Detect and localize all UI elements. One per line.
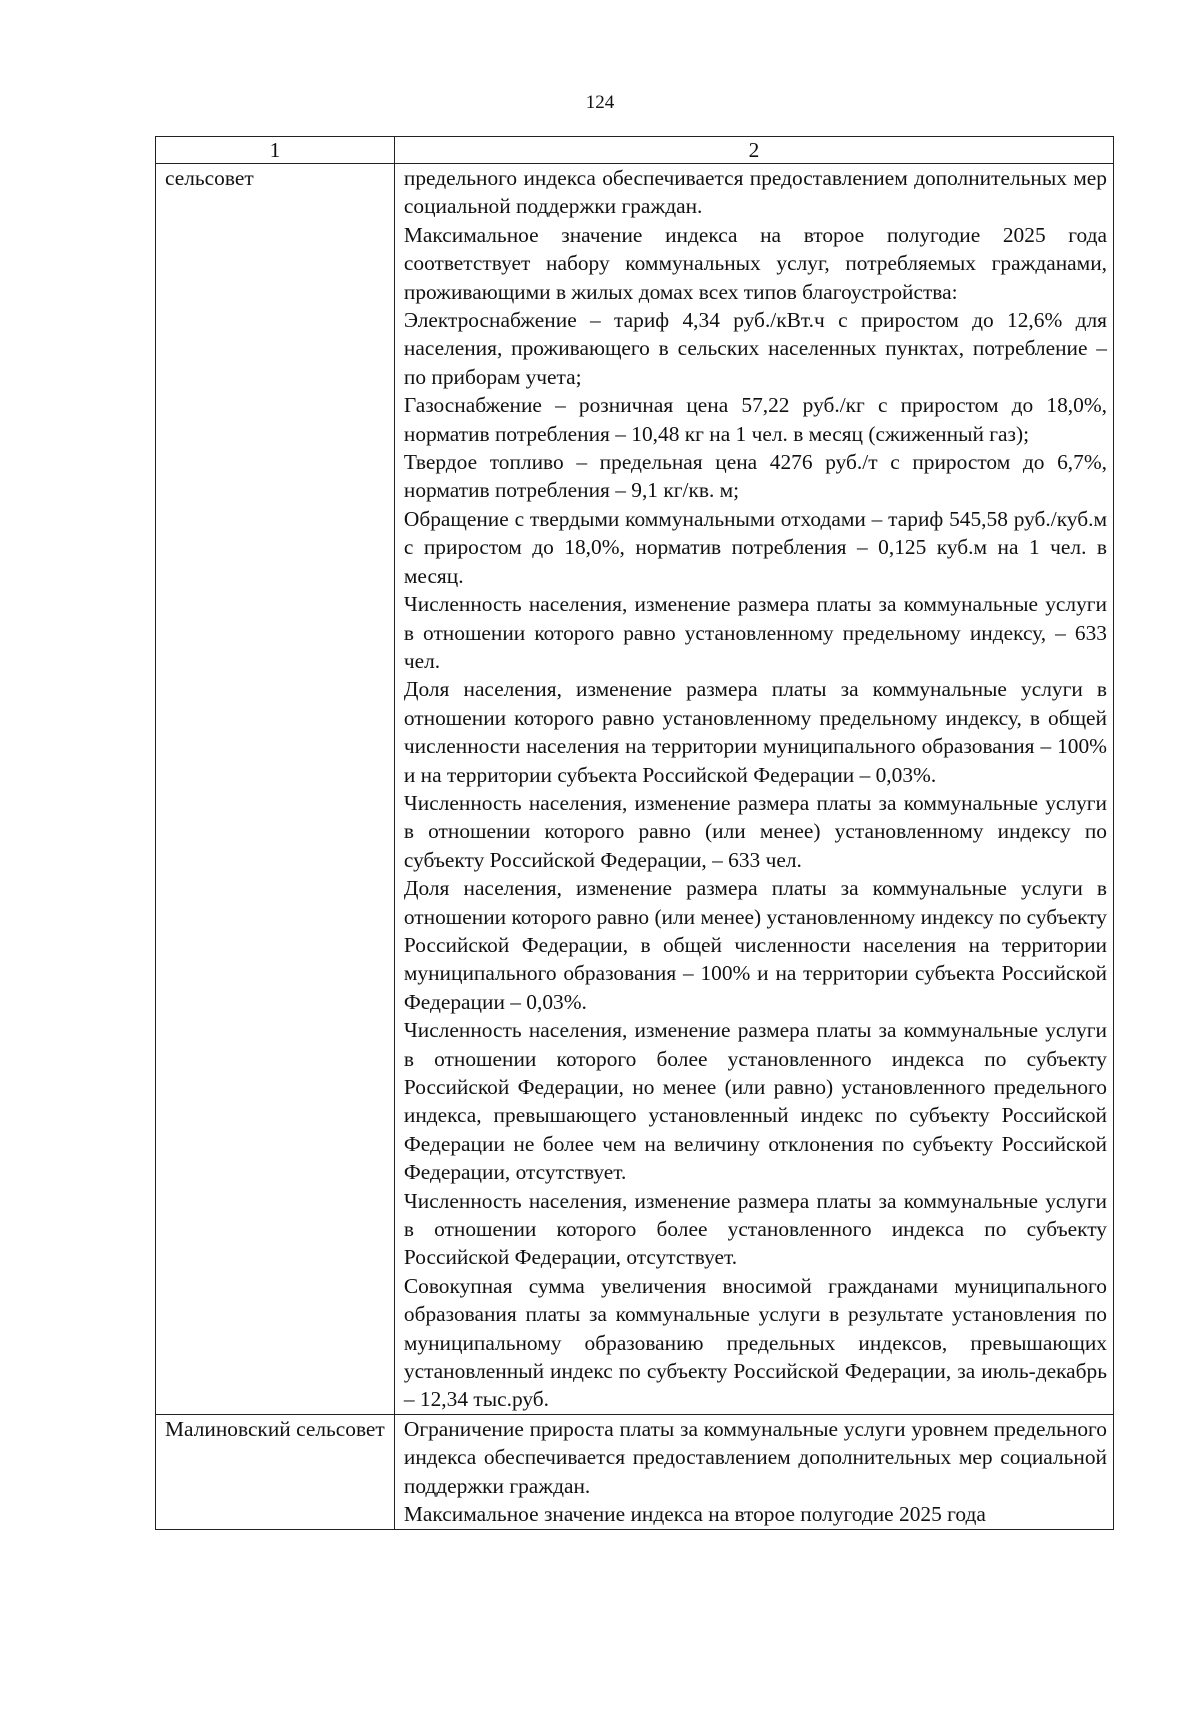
- paragraph: Максимальное значение индекса на второе полугодие 2025 года соответствует набору коммунальных услуг, потребляемых гражданами, проживающими в жилых домах всех типов благоустройства:: [403, 222, 1107, 304]
- paragraph: Обращение с твердыми коммунальными отходами – тариф 545,58 руб./куб.м с приростом до 18,0%, норматив потребления – 0,125 куб.м на 1 чел. в месяц.: [403, 506, 1107, 588]
- column-header-2: 2: [394, 137, 1113, 164]
- document-table: [155, 136, 1114, 1530]
- paragraph: Доля населения, изменение размера платы за коммунальные услуги в отношении которого равно (или менее) установленному индексу по субъекту Российской Федерации, в общей численности населения на территории муниципального образования – 100% и на территории субъекта Российской Федерации – 0,03%.: [403, 876, 1107, 1014]
- municipality-name: сельсовет: [156, 164, 395, 1415]
- indicator-description: [394, 1414, 1113, 1529]
- column-header-1: 1: [156, 137, 395, 164]
- paragraph: Численность населения, изменение размера платы за коммунальные услуги в отношении которого равно установленному предельному индексу, – 633 чел.: [403, 592, 1107, 673]
- table-header-row: [156, 137, 1114, 164]
- paragraph: Твердое топливо – предельная цена 4276 руб./т с приростом до 6,7%, норматив потребления – 9,1 кг/кв. м;: [403, 450, 1107, 503]
- paragraph: Численность населения, изменение размера платы за коммунальные услуги в отношении которого более установленного индекса по субъекту Российской Федерации, отсутствует.: [403, 1188, 1107, 1270]
- paragraph: Доля населения, изменение размера платы за коммунальные услуги в отношении которого равно установленному предельному индексу, в общей численности населения на территории муниципального образования – 100% и на территории субъекта Российской Федерации – 0,03%.: [403, 677, 1107, 787]
- paragraph: Численность населения, изменение размера платы за коммунальные услуги в отношении которого более установленного индекса по субъекту Российской Федерации, но менее (или равно) установленного предельного индекса, превышающего установленный индекс по субъекту Российской Федерации не более чем на величину отклонения по субъекту Российской Федерации, отсутствует.: [403, 1018, 1107, 1185]
- paragraph: Ограничение прироста платы за коммунальные услуги уровнем предельного индекса обеспечивается предоставлением дополнительных мер социальной поддержки граждан.: [403, 1416, 1107, 1498]
- paragraph: предельного индекса обеспечивается предоставлением дополнительных мер социальной поддержки граждан.: [403, 166, 1107, 219]
- municipality-name: Малиновский сельсовет: [156, 1414, 395, 1529]
- table-row: [156, 164, 1114, 1415]
- paragraph: Совокупная сумма увеличения вносимой гражданами муниципального образования платы за коммунальные услуги в результате установления по муниципальному образованию предельных индексов, превышающих установленный индекс по субъекту Российской Федерации, за июль-декабрь – 12,34 тыс.руб.: [403, 1273, 1107, 1412]
- paragraph: Численность населения, изменение размера платы за коммунальные услуги в отношении которого равно (или менее) установленному индексу по субъекту Российской Федерации, – 633 чел.: [403, 790, 1107, 872]
- table-row: [156, 1414, 1114, 1529]
- page-number: 124: [585, 92, 615, 113]
- paragraph: Электроснабжение – тариф 4,34 руб./кВт.ч с приростом до 12,6% для населения, проживающего в сельских населенных пунктах, потребление – по приборам учета;: [403, 308, 1107, 389]
- indicator-description: [394, 164, 1113, 1415]
- paragraph: Максимальное значение индекса на второе полугодие 2025 года: [403, 1502, 986, 1527]
- paragraph: Газоснабжение – розничная цена 57,22 руб./кг с приростом до 18,0%, норматив потребления – 10,48 кг на 1 чел. в месяц (сжиженный газ);: [403, 393, 1107, 446]
